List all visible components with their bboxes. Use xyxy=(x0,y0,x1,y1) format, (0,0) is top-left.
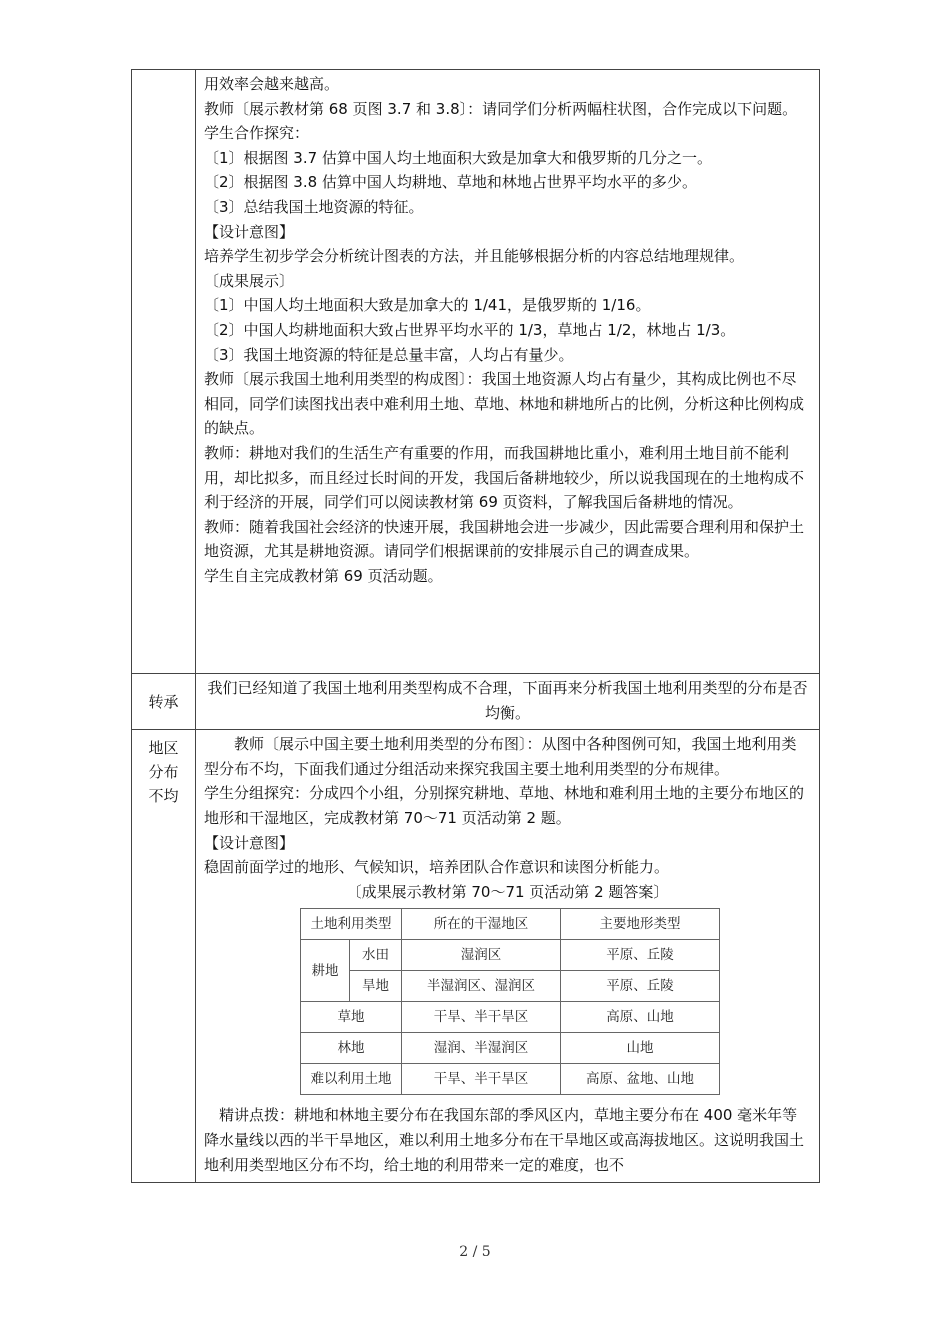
design-intent-heading: 【设计意图】 xyxy=(204,833,295,852)
results-heading: 〔成果展示〕 xyxy=(204,271,295,290)
table-cell: 高原、山地 xyxy=(561,1002,720,1033)
table-cell: 干旱、半干旱区 xyxy=(402,1002,561,1033)
table-row xyxy=(132,730,820,1183)
table-cell: 旱地 xyxy=(350,971,402,1002)
table-header-row xyxy=(301,909,720,940)
table-cell: 林地 xyxy=(301,1033,402,1064)
paragraph: 〔3〕我国土地资源的特征是总量丰富，人均占有量少。 xyxy=(204,345,574,364)
paragraph: 教师〔展示教材第 68 页图 3.7 和 3.8〕：请同学们分析两幅柱状图，合作完成以下问题。 xyxy=(204,99,798,118)
table-row xyxy=(301,940,720,971)
page-number: 2 / 5 xyxy=(459,1244,491,1260)
table-cell: 山地 xyxy=(561,1033,720,1064)
column-header: 主要地形类型 xyxy=(561,909,720,940)
table-cell: 平原、丘陵 xyxy=(561,971,720,1002)
paragraph: 稳固前面学过的地形、气候知识，培养团队合作意识和读图分析能力。 xyxy=(204,858,670,877)
paragraph: 教师：随着我国社会经济的快速开展，我国耕地会进一步减少，因此需要合理利用和保护土地资源，尤其是耕地资源。请同学们根据课前的安排展示自己的调查成果。 xyxy=(204,517,805,561)
design-intent-heading: 【设计意图】 xyxy=(204,222,295,241)
paragraph: 学生分组探究：分成四个小组，分别探究耕地、草地、林地和难利用土地的主要分布地区的地形和干湿地区，完成教材第 70～71 页活动第 2 题。 xyxy=(204,784,805,827)
table-row xyxy=(301,1033,720,1064)
table-row xyxy=(132,674,820,730)
table-cell: 湿润区 xyxy=(402,940,561,971)
paragraph: 〔1〕根据图 3.7 估算中国人均土地面积大致是加拿大和俄罗斯的几分之一。 xyxy=(204,148,712,167)
table-cell: 高原、盆地、山地 xyxy=(561,1064,720,1095)
column-header: 所在的干湿地区 xyxy=(402,909,561,940)
label-line: 分布 xyxy=(148,763,179,782)
table-cell: 难以利用土地 xyxy=(301,1064,402,1095)
row-content xyxy=(196,70,820,674)
answer-table xyxy=(300,908,720,1095)
paragraph: 学生合作探究： xyxy=(204,124,310,143)
row-content xyxy=(196,730,820,1183)
table-cell: 水田 xyxy=(350,940,402,971)
group-cell: 耕地 xyxy=(301,940,350,1002)
table-cell: 半湿润区、湿润区 xyxy=(402,971,561,1002)
table-row xyxy=(132,70,820,674)
paragraph: 教师〔展示我国土地利用类型的构成图〕：我国土地资源人均占有量少，其构成比例也不尽相同，同学们读图找出表中难利用土地、草地、林地和耕地所占的比例，分析这种比例构成的缺点。 xyxy=(204,370,805,438)
table-row xyxy=(301,1002,720,1033)
column-header: 土地利用类型 xyxy=(301,909,402,940)
paragraph: 学生自主完成教材第 69 页活动题。 xyxy=(204,566,443,585)
paragraph: 教师〔展示中国主要土地利用类型的分布图〕：从图中各种图例可知，我国土地利用类型分布不均，下面我们通过分组活动来探究我国主要土地利用类型的分布规律。 xyxy=(204,735,797,778)
paragraph: 精讲点拨：耕地和林地主要分布在我国东部的季风区内，草地主要分布在 400 毫米年等降水量线以西的半干旱地区，难以利用土地多分布在干旱地区或高海拔地区。这说明我国土地利用类型地区分布不均，给土地的利用带来一定的难度，也不 xyxy=(204,1106,805,1174)
paragraph: 培养学生初步学会分析统计图表的方法，并且能够根据分析的内容总结地理规律。 xyxy=(204,247,745,266)
row-label xyxy=(132,730,196,1183)
table-cell: 湿润、半湿润区 xyxy=(402,1033,561,1064)
paragraph: 用效率会越来越高。 xyxy=(204,75,340,93)
answer-caption: 〔成果展示教材第 70～71 页活动第 2 题答案〕 xyxy=(346,882,669,901)
label-line: 不均 xyxy=(148,787,179,806)
transition-text: 我们已经知道了我国土地利用类型构成不合理，下面再来分析我国土地利用类型的分布是否均衡。 xyxy=(196,674,820,730)
lesson-plan-table xyxy=(131,69,820,1183)
paragraph: 〔3〕总结我国土地资源的特征。 xyxy=(204,197,424,216)
table-row xyxy=(301,1064,720,1095)
table-cell: 干旱、半干旱区 xyxy=(402,1064,561,1095)
paragraph: 教师：耕地对我们的生活生产有重要的作用，而我国耕地比重小，难利用土地目前不能利用，却比拟多，而且经过长时间的开发，我国后备耕地较少，所以说我国现在的土地构成不利于经济的开展，同学们可以阅读教材第 69 页资料，了解我国后备耕地的情况。 xyxy=(204,443,805,512)
paragraph: 〔1〕中国人均土地面积大致是加拿大的 1/41，是俄罗斯的 1/16。 xyxy=(204,296,651,315)
label-line: 地区 xyxy=(148,739,179,758)
paragraph: 〔2〕中国人均耕地面积大致占世界平均水平的 1/3，草地占 1/2，林地占 1/3。 xyxy=(204,320,736,339)
table-row xyxy=(301,971,720,1002)
table-cell: 草地 xyxy=(301,1002,402,1033)
row-label: 转承 xyxy=(132,674,196,730)
row-label xyxy=(132,70,196,674)
paragraph: 〔2〕根据图 3.8 估算中国人均耕地、草地和林地占世界平均水平的多少。 xyxy=(204,173,697,192)
table-cell: 平原、丘陵 xyxy=(561,940,720,971)
